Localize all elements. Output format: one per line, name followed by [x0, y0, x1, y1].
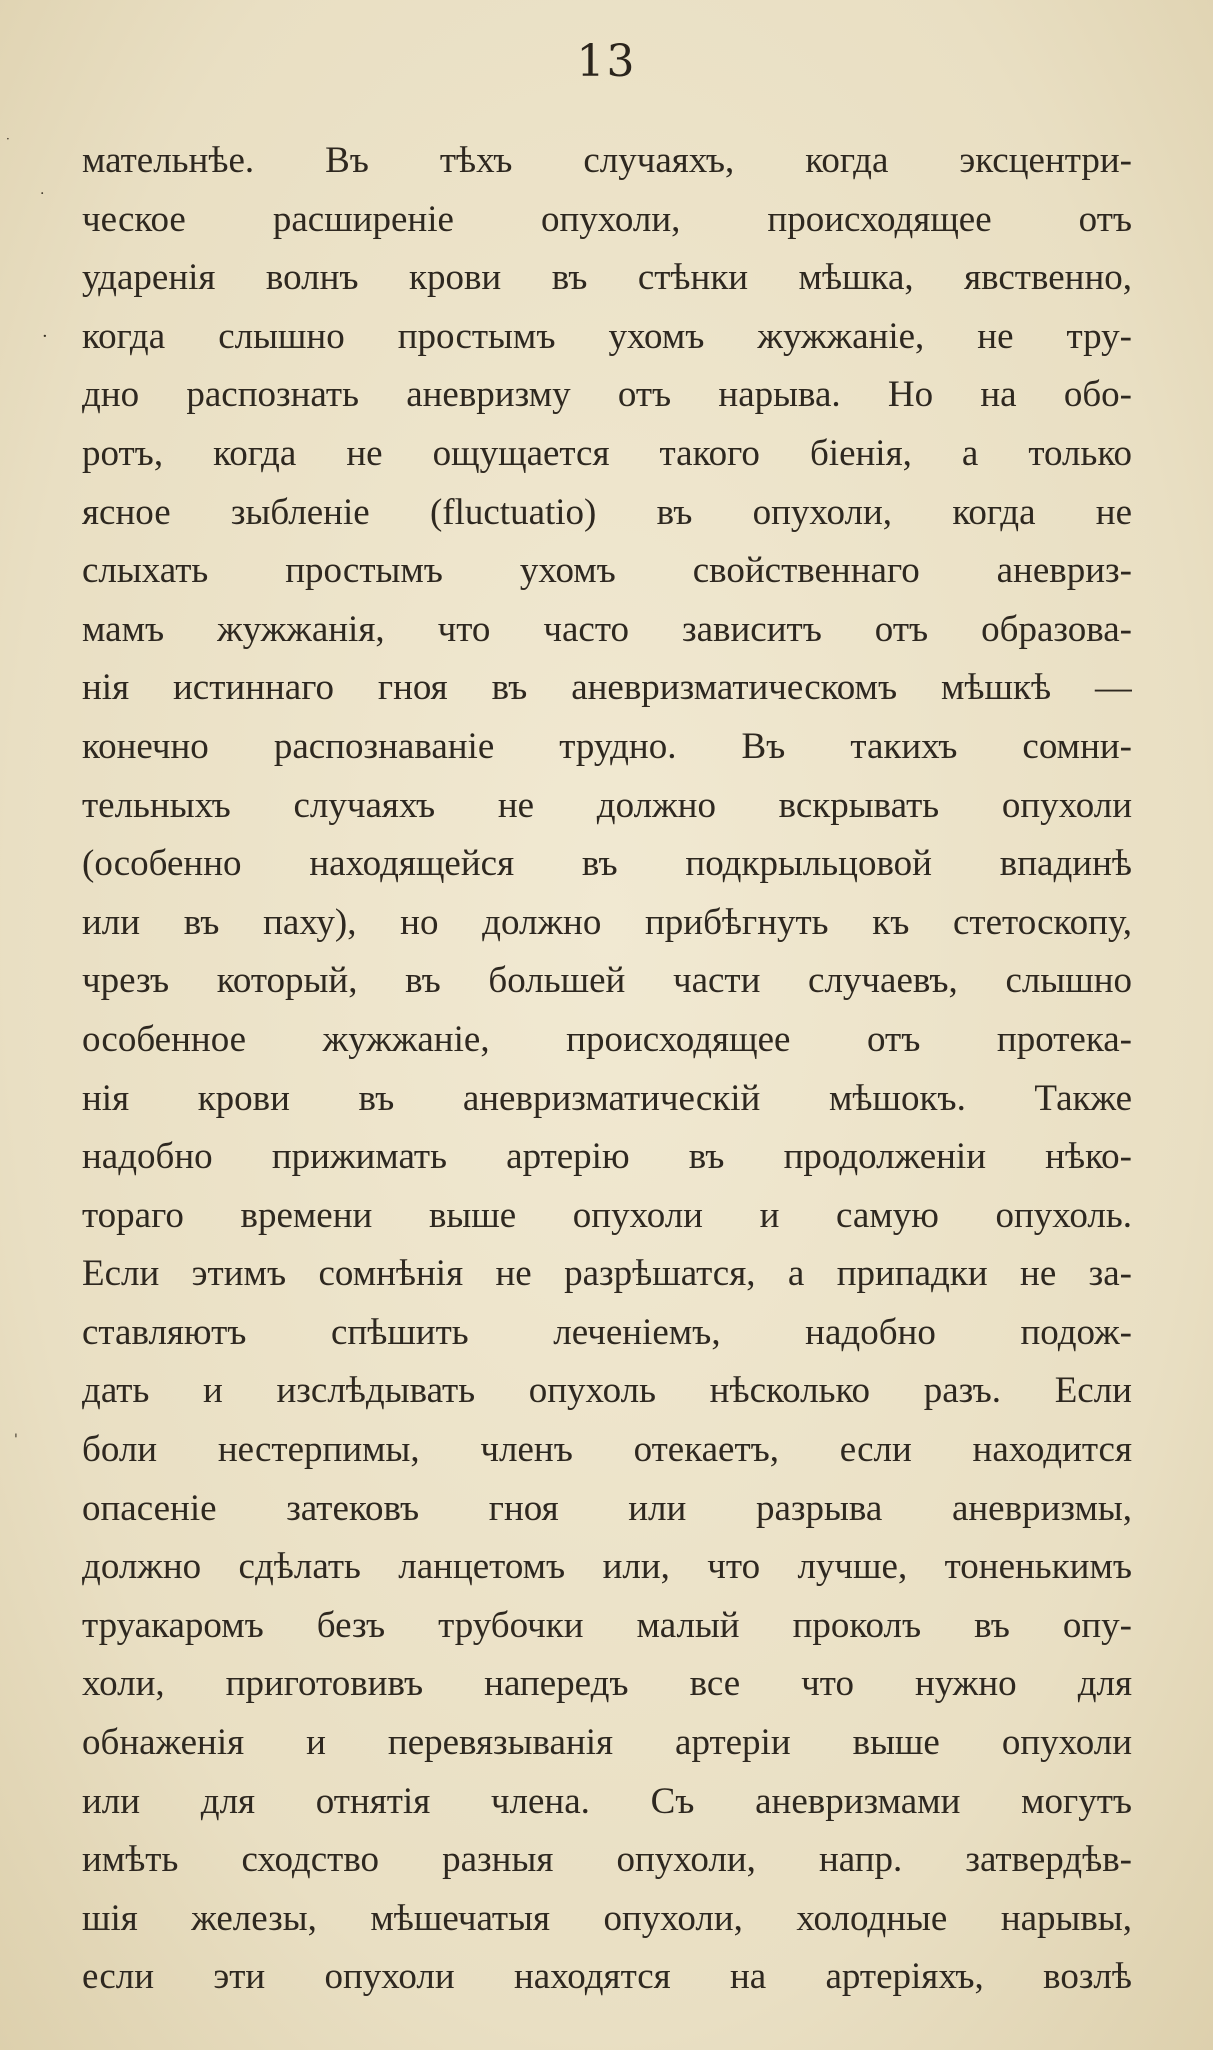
- text-line: холи, приготовивъ напередъ все что нужно для: [82, 1663, 1132, 1705]
- text-line: (особенно находящейся въ подкрыльцовой впадинѣ: [82, 843, 1132, 885]
- margin-speck-dot: ·: [42, 326, 48, 347]
- margin-speck-dot: ': [14, 1432, 18, 1448]
- text-line: боли нестерпимы, членъ отекаетъ, если находится: [82, 1429, 1132, 1471]
- text-line: тораго времени выше опухоли и самую опухоль.: [82, 1194, 1132, 1236]
- text-line: мамъ жужжанія, что часто зависитъ отъ образова-: [82, 608, 1132, 650]
- text-line: если эти опухоли находятся на артеріяхъ, возлѣ: [82, 1956, 1132, 1998]
- text-line: ротъ, когда не ощущается такого біенія, а только: [82, 432, 1132, 474]
- text-line: ставляютъ спѣшить леченіемъ, надобно подож-: [82, 1311, 1132, 1353]
- text-line: обнаженія и перевязыванія артеріи выше опухоли: [82, 1722, 1132, 1764]
- text-line: когда слышно простымъ ухомъ жужжаніе, не тру-: [82, 315, 1132, 357]
- text-line: конечно распознаваніе трудно. Въ такихъ сомни-: [82, 725, 1132, 767]
- body-text: [82, 132, 1132, 2007]
- text-line: слыхать простымъ ухомъ свойственнаго аневриз-: [82, 550, 1132, 592]
- text-line: дать и изслѣдывать опухоль нѣсколько разъ. Если: [82, 1370, 1132, 1412]
- text-line: ударенія волнъ крови въ стѣнки мѣшка, явственно,: [82, 257, 1132, 299]
- text-line: чрезъ который, въ большей части случаевъ, слышно: [82, 960, 1132, 1002]
- text-line: дно распознать аневризму отъ нарыва. Но на обо-: [82, 374, 1132, 416]
- text-line: или въ паху), но должно прибѣгнуть къ стетоскопу,: [82, 901, 1132, 943]
- text-line: особенное жужжаніе, происходящее отъ протека-: [82, 1018, 1132, 1060]
- text-line: тельныхъ случаяхъ не должно вскрывать опухоли: [82, 784, 1132, 826]
- margin-speck-dot: ·: [40, 186, 45, 202]
- text-line: надобно прижимать артерію въ продолженіи нѣко-: [82, 1136, 1132, 1178]
- text-line: ясное зыбленіе (fluctuatio) въ опухоли, когда не: [82, 491, 1132, 533]
- margin-speck-dot: ·: [6, 132, 10, 146]
- text-line: мательнѣе. Въ тѣхъ случаяхъ, когда эксцентри-: [82, 140, 1132, 181]
- text-line: имѣть сходство разныя опухоли, напр. затвердѣв-: [82, 1839, 1132, 1881]
- text-line: Если этимъ сомнѣнія не разрѣшатся, а припадки не за-: [82, 1253, 1132, 1295]
- text-line: труакаромъ безъ трубочки малый проколъ въ опу-: [82, 1604, 1132, 1646]
- text-line: должно сдѣлать ланцетомъ или, что лучше, тоненькимъ: [82, 1546, 1132, 1588]
- text-line: шія железы, мѣшечатыя опухоли, холодные нарывы,: [82, 1897, 1132, 1939]
- text-line: ческое расширеніе опухоли, происходящее отъ: [82, 198, 1132, 240]
- text-line: или для отнятія члена. Съ аневризмами могутъ: [82, 1780, 1132, 1822]
- text-line: опасеніе затековъ гноя или разрыва аневризмы,: [82, 1487, 1132, 1529]
- text-line: нія крови въ аневризматическій мѣшокъ. Также: [82, 1077, 1132, 1119]
- page-number: 13: [576, 36, 637, 87]
- text-line: нія истиннаго гноя въ аневризматическомъ мѣшкѣ —: [82, 667, 1132, 709]
